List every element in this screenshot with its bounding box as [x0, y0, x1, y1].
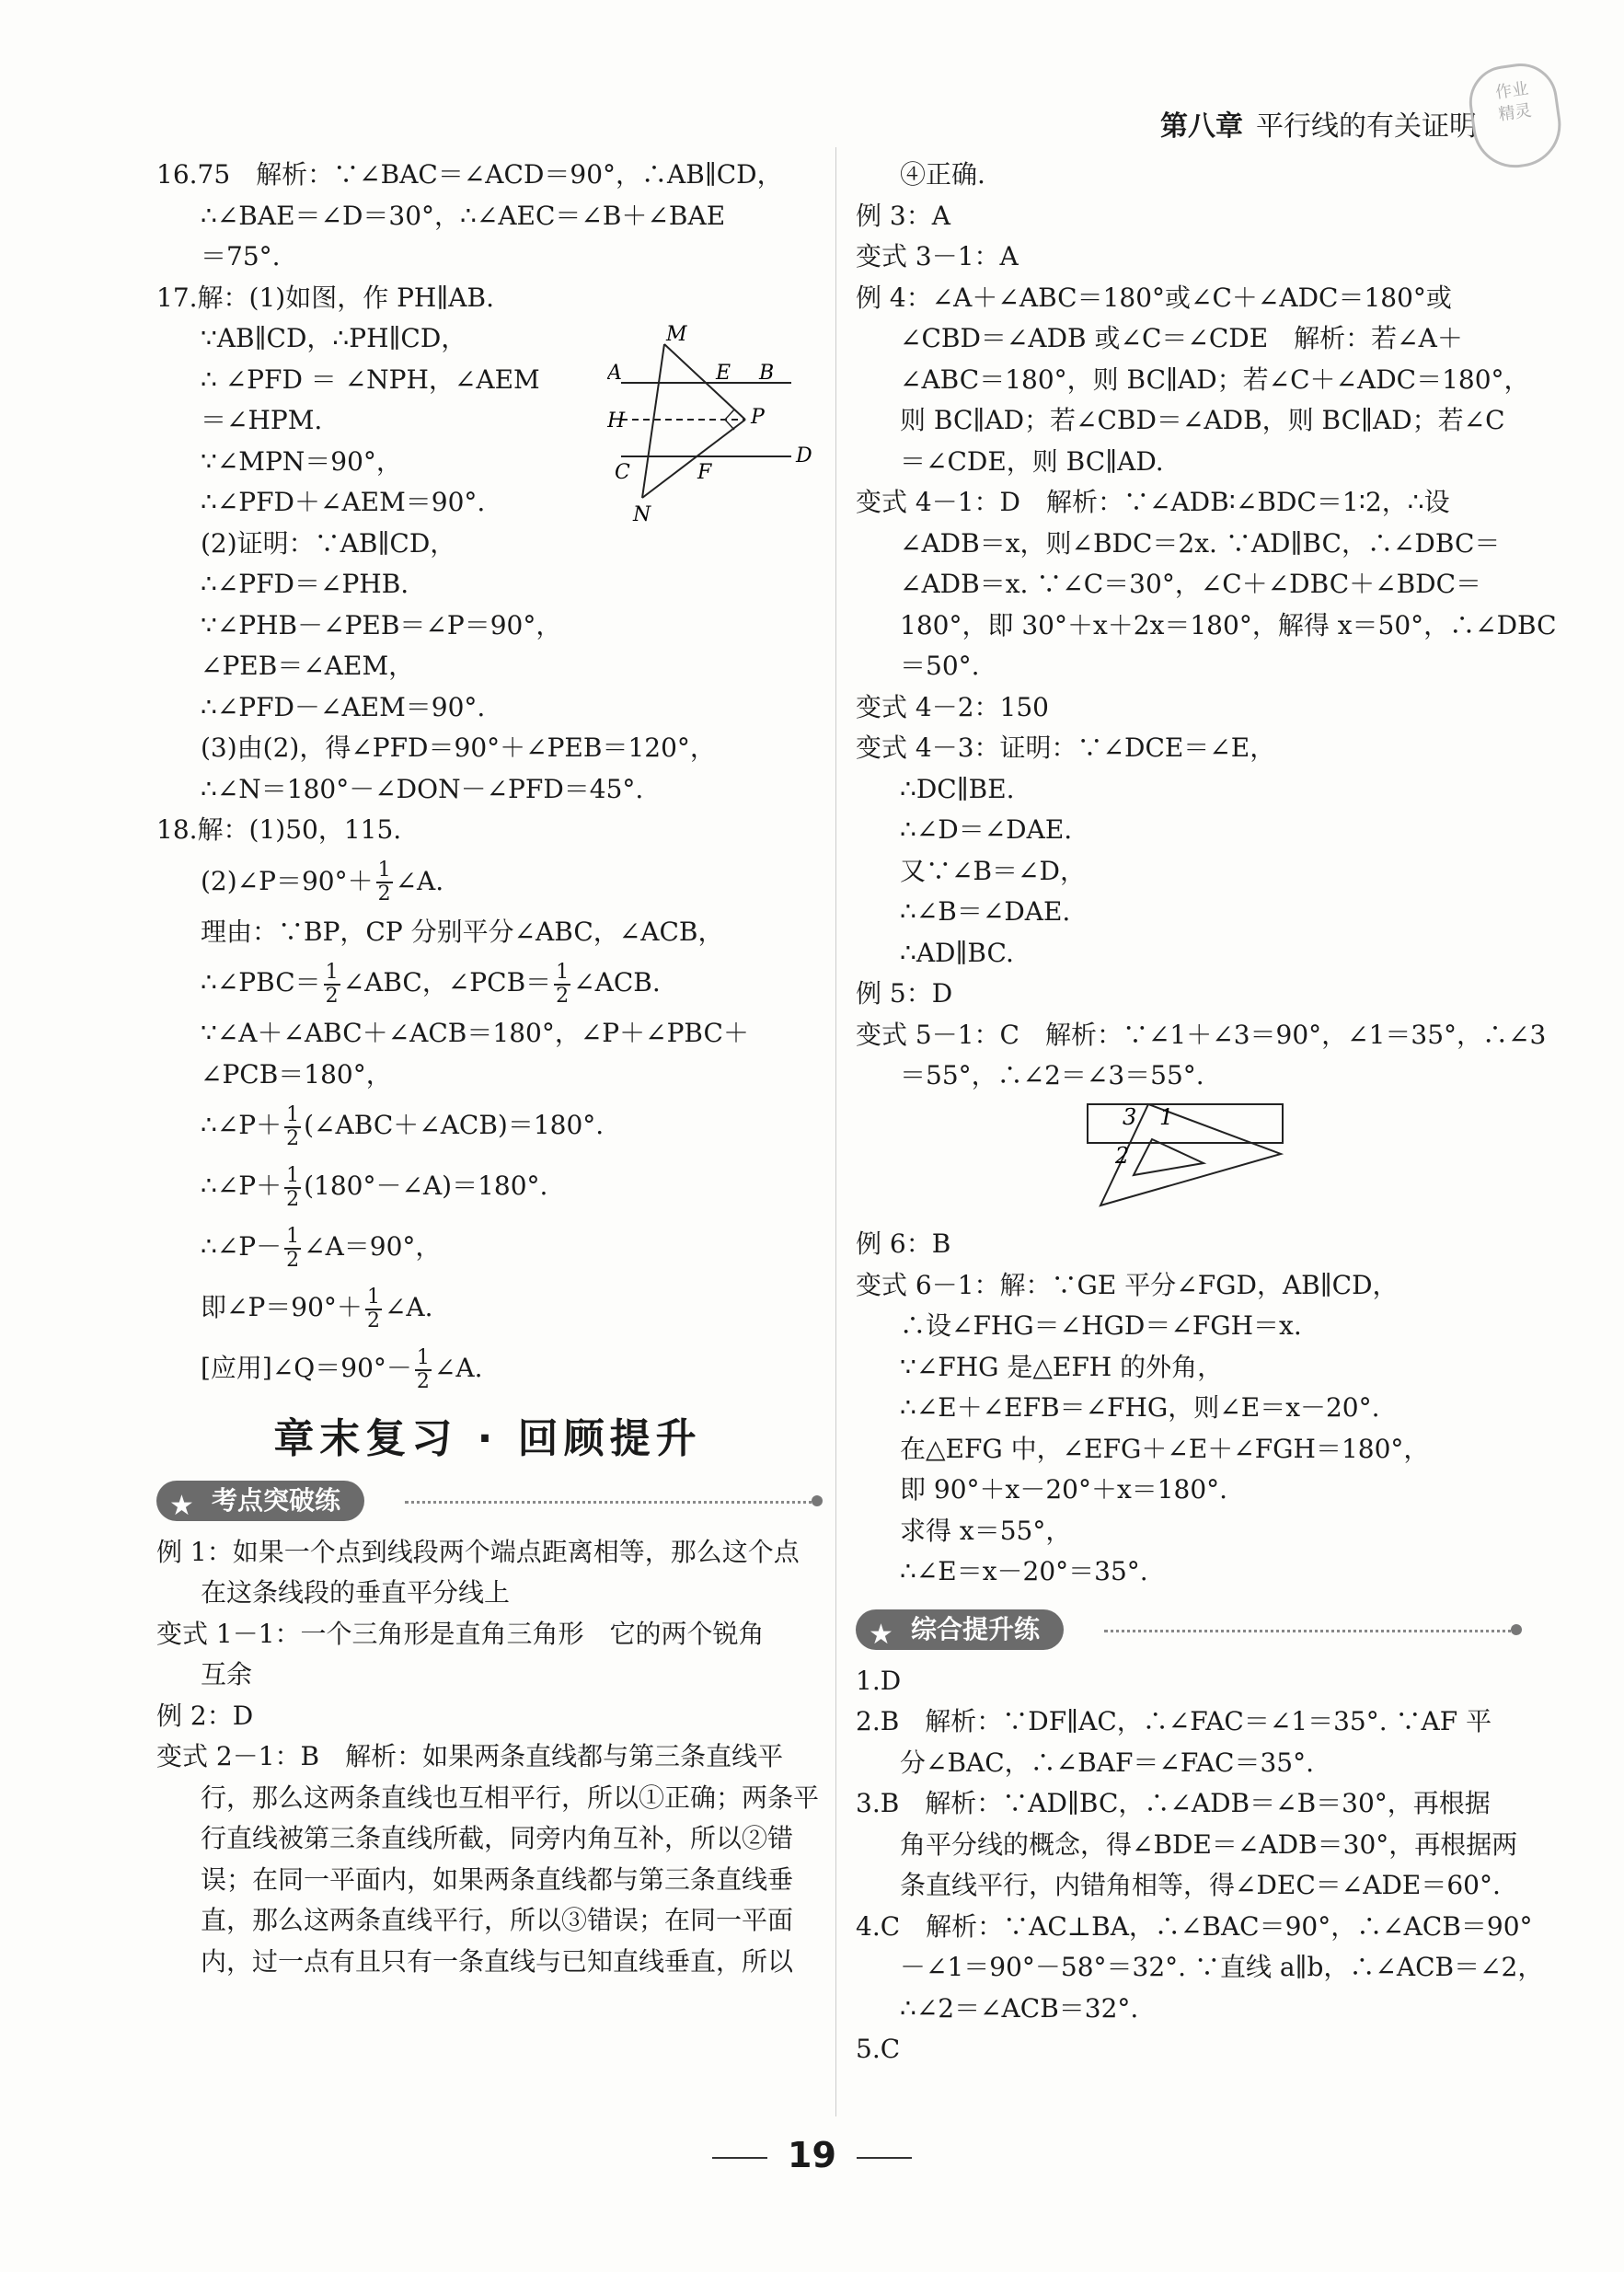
answer-line: ∴∠E＋∠EFB＝∠FHG，则∠E＝x－20°.	[900, 1392, 1380, 1423]
example-line: 误；在同一平面内，如果两条直线都与第三条直线垂	[201, 1863, 794, 1895]
runner-icon: ★	[169, 1489, 194, 1522]
q17-line: ∴∠PFD＝∠PHB.	[201, 569, 409, 599]
q16-line: ∴∠BAE＝∠D＝30°，∴∠AEC＝∠B＋∠BAE	[201, 200, 726, 231]
answer-line: ④正确.	[900, 159, 985, 190]
q17-figure	[607, 318, 814, 525]
example-line: 直，那么这两条直线平行，所以③错误；在同一平面	[201, 1905, 794, 1935]
example-line: 例 2：D	[156, 1700, 254, 1731]
answer-line: 条直线平行，内错角相等，得∠DEC＝∠ADE＝60°.	[900, 1870, 1501, 1900]
example-line: 例 1：如果一个点到线段两个端点距离相等，那么这个点	[156, 1536, 800, 1567]
fig5-label: 1	[1159, 1103, 1174, 1130]
chapter-title: 平行线的有关证明	[1256, 110, 1477, 143]
answer-line: ＝55°，∴∠2＝∠3＝55°.	[900, 1060, 1204, 1090]
answer-line: ＝∠CDE，则 BC∥AD.	[900, 445, 1164, 477]
fig17-label: H	[607, 409, 626, 432]
left-column	[156, 155, 819, 1982]
answer-line: 分∠BAC，∴∠BAF＝∠FAC＝35°.	[900, 1747, 1314, 1778]
banner-exam-points: ★ 考点突破练	[156, 1477, 819, 1525]
answer-line: 在△EFG 中，∠EFG＋∠E＋∠FGH＝180°，	[900, 1433, 1430, 1464]
answer-line: ∠CBD＝∠ADB 或∠C＝∠CDE 解析：若∠A＋	[900, 323, 1463, 353]
q18-line: ∴∠P－ $\frac{1}{2}$ ∠A＝90°，	[201, 1224, 442, 1272]
example-line: 内，过一点有且只有一条直线与已知直线垂直，所以	[201, 1945, 794, 1977]
ruler-triangle-figure	[856, 1097, 1518, 1212]
answer-line: 则 BC∥AD；若∠CBD＝∠ADB，则 BC∥AD；若∠C	[900, 405, 1505, 435]
q17-line: ∴ ∠PFD ＝ ∠NPH，∠AEM	[201, 363, 540, 395]
answer-line: 例 4：∠A＋∠ABC＝180°或∠C＋∠ADC＝180°或	[856, 282, 1452, 313]
answer-line: ∴∠2＝∠ACB＝32°.	[900, 1992, 1139, 2024]
example-line: 行，那么这两条直线也互相平行，所以①正确；两条平	[201, 1782, 820, 1813]
runner-icon: ★	[869, 1618, 893, 1651]
q17-line: 17.解：(1)如图，作 PH∥AB.	[156, 282, 494, 313]
fig5-label: 3	[1123, 1103, 1137, 1130]
q18-line: 即∠P＝90°＋ $\frac{1}{2}$ ∠A.	[201, 1285, 433, 1332]
answer-line: 3.B 解析：∵AD∥BC，∴∠ADB＝∠B＝30°，再根据	[856, 1788, 1491, 1818]
answer-line: 变式 4－3：证明：∵∠DCE＝∠E，	[856, 732, 1276, 763]
q17-line: ∵∠PHB－∠PEB＝∠P＝90°，	[201, 609, 562, 640]
q18-line: ∴∠P＋ $\frac{1}{2}$ (180°－∠A)＝180°.	[201, 1163, 548, 1211]
q18-line: (2)∠P＝90°＋ $\frac{1}{2}$ ∠A.	[201, 859, 444, 905]
answer-line: 变式 3－1：A	[856, 241, 1019, 271]
q17-line: ＝∠HPM.	[201, 405, 323, 435]
answer-line: 1.D	[856, 1665, 902, 1696]
answer-line: 变式 4－2：150	[856, 691, 1049, 722]
answer-line: 例 3：A	[856, 200, 950, 231]
answer-line: 变式 6－1：解：∵GE 平分∠FGD，AB∥CD，	[856, 1269, 1399, 1300]
q17-line: ∴∠N＝180°－∠DON－∠PFD＝45°.	[201, 773, 644, 804]
answer-line: 角平分线的概念，得∠BDE＝∠ADB＝30°，再根据两	[900, 1828, 1518, 1860]
answer-line: ∴设∠FHG＝∠HGD＝∠FGH＝x.	[900, 1310, 1302, 1341]
answer-line: ∠ADB＝x. ∵∠C＝30°，∠C＋∠DBC＋∠BDC＝	[900, 569, 1482, 599]
example-line: 在这条线段的垂直平分线上	[201, 1577, 511, 1608]
q17-line: (3)由(2)，得∠PFD＝90°＋∠PEB＝120°，	[201, 732, 716, 763]
q17-block	[156, 278, 819, 811]
answer-line: ∴∠B＝∠DAE.	[900, 896, 1071, 927]
q17-line: ∴∠PFD－∠AEM＝90°.	[201, 691, 486, 722]
answer-line: ＝50°.	[900, 651, 980, 681]
answer-line: 求得 x＝55°，	[900, 1515, 1072, 1546]
fig17-label: D	[796, 444, 812, 467]
fig17-label: C	[615, 460, 630, 484]
answer-line: 变式 4－1：D 解析：∵∠ADB∶∠BDC＝1∶2，∴设	[856, 487, 1450, 517]
page-number: 19	[0, 2135, 1624, 2175]
answer-line: ∴AD∥BC.	[900, 937, 1014, 968]
answer-line: ∴∠E＝x－20°＝35°.	[900, 1556, 1148, 1586]
fig17-label: P	[751, 405, 765, 429]
chapter-header	[1160, 103, 1477, 144]
q18-line: ∠PCB＝180°，	[201, 1058, 392, 1090]
q18-line: ∵∠A＋∠ABC＋∠ACB＝180°，∠P＋∠PBC＋	[201, 1018, 749, 1048]
q18-line: ∴∠PBC＝ $\frac{1}{2}$ ∠ABC，∠PCB＝ $\frac{1}{2}$ ∠ACB.	[201, 960, 661, 1008]
answer-line: ∠ADB＝x，则∠BDC＝2x. ∵AD∥BC，∴∠DBC＝	[900, 527, 1501, 559]
example-line: 变式 1－1：一个三角形是直角三角形 它的两个锐角	[156, 1618, 765, 1649]
watermark-stamp: 作业 精灵	[1465, 59, 1567, 173]
fig5-label: 2	[1115, 1142, 1130, 1169]
banner-comprehensive: ★ 综合提升练	[856, 1606, 1518, 1654]
answer-line: 5.C	[856, 2034, 901, 2064]
answer-line: 例 6：B	[856, 1228, 951, 1259]
fig17-label: M	[666, 322, 687, 346]
answer-line: 例 5：D	[856, 978, 953, 1009]
q18-line: [应用]∠Q＝90°－ $\frac{1}{2}$ ∠A.	[201, 1345, 483, 1393]
q17-line: ∠PEB＝∠AEM，	[201, 651, 415, 681]
q17-line: ∵∠MPN＝90°，	[201, 445, 402, 477]
answer-line: －∠1＝90°－58°＝32°. ∵直线 a∥b，∴∠ACB＝∠2，	[900, 1952, 1544, 1982]
answer-line: 即 90°＋x－20°＋x＝180°.	[900, 1474, 1228, 1505]
fig17-label: A	[607, 361, 622, 385]
fig17-label: N	[633, 502, 651, 525]
q16-line: ＝75°.	[201, 241, 281, 271]
example-line: 互余	[201, 1659, 253, 1690]
example-line: 变式 2－1：B 解析：如果两条直线都与第三条直线平	[156, 1741, 784, 1771]
answer-line: 变式 5－1：C 解析：∵∠1＋∠3＝90°，∠1＝35°，∴∠3	[856, 1019, 1547, 1050]
answer-line: 又∵∠B＝∠D，	[900, 855, 1086, 886]
answer-line: ∴DC∥BE.	[900, 773, 1015, 804]
chapter-number: 第八章	[1160, 110, 1243, 143]
q16-line: 16.75 解析：∵∠BAC＝∠ACD＝90°，∴AB∥CD，	[156, 159, 783, 190]
q18-line: 理由：∵BP，CP 分别平分∠ABC，∠ACB，	[201, 916, 724, 947]
answer-line: 4.C 解析：∵AC⊥BA，∴∠BAC＝90°，∴∠ACB＝90°	[856, 1910, 1533, 1942]
q18-line: 18.解：(1)50，115.	[156, 814, 402, 845]
answer-line: ∴∠D＝∠DAE.	[900, 814, 1073, 845]
answer-line: ∵∠FHG 是△EFH 的外角，	[900, 1351, 1224, 1382]
column-divider	[835, 147, 836, 2116]
answer-line: ∠ABC＝180°，则 BC∥AD；若∠C＋∠ADC＝180°，	[900, 363, 1530, 395]
fig17-label: B	[759, 361, 775, 385]
answer-line: 2.B 解析：∵DF∥AC，∴∠FAC＝∠1＝35°. ∵AF 平	[856, 1706, 1492, 1736]
right-column	[856, 155, 1557, 2070]
q17-line: ∴∠PFD＋∠AEM＝90°.	[201, 487, 486, 517]
q17-line: ∵AB∥CD，∴PH∥CD，	[201, 323, 467, 353]
q17-line: (2)证明：∵AB∥CD，	[201, 527, 456, 559]
fig17-label: E	[716, 361, 731, 385]
answer-line: 180°，即 30°＋x＋2x＝180°，解得 x＝50°，∴∠DBC	[900, 609, 1557, 640]
fig17-label: F	[697, 460, 712, 484]
example-line: 行直线被第三条直线所截，同旁内角互补，所以②错	[201, 1823, 794, 1853]
section-title: 章末复习 · 回顾提升	[273, 1415, 702, 1462]
q18-line: ∴∠P＋ $\frac{1}{2}$ (∠ABC＋∠ACB)＝180°.	[201, 1102, 605, 1150]
